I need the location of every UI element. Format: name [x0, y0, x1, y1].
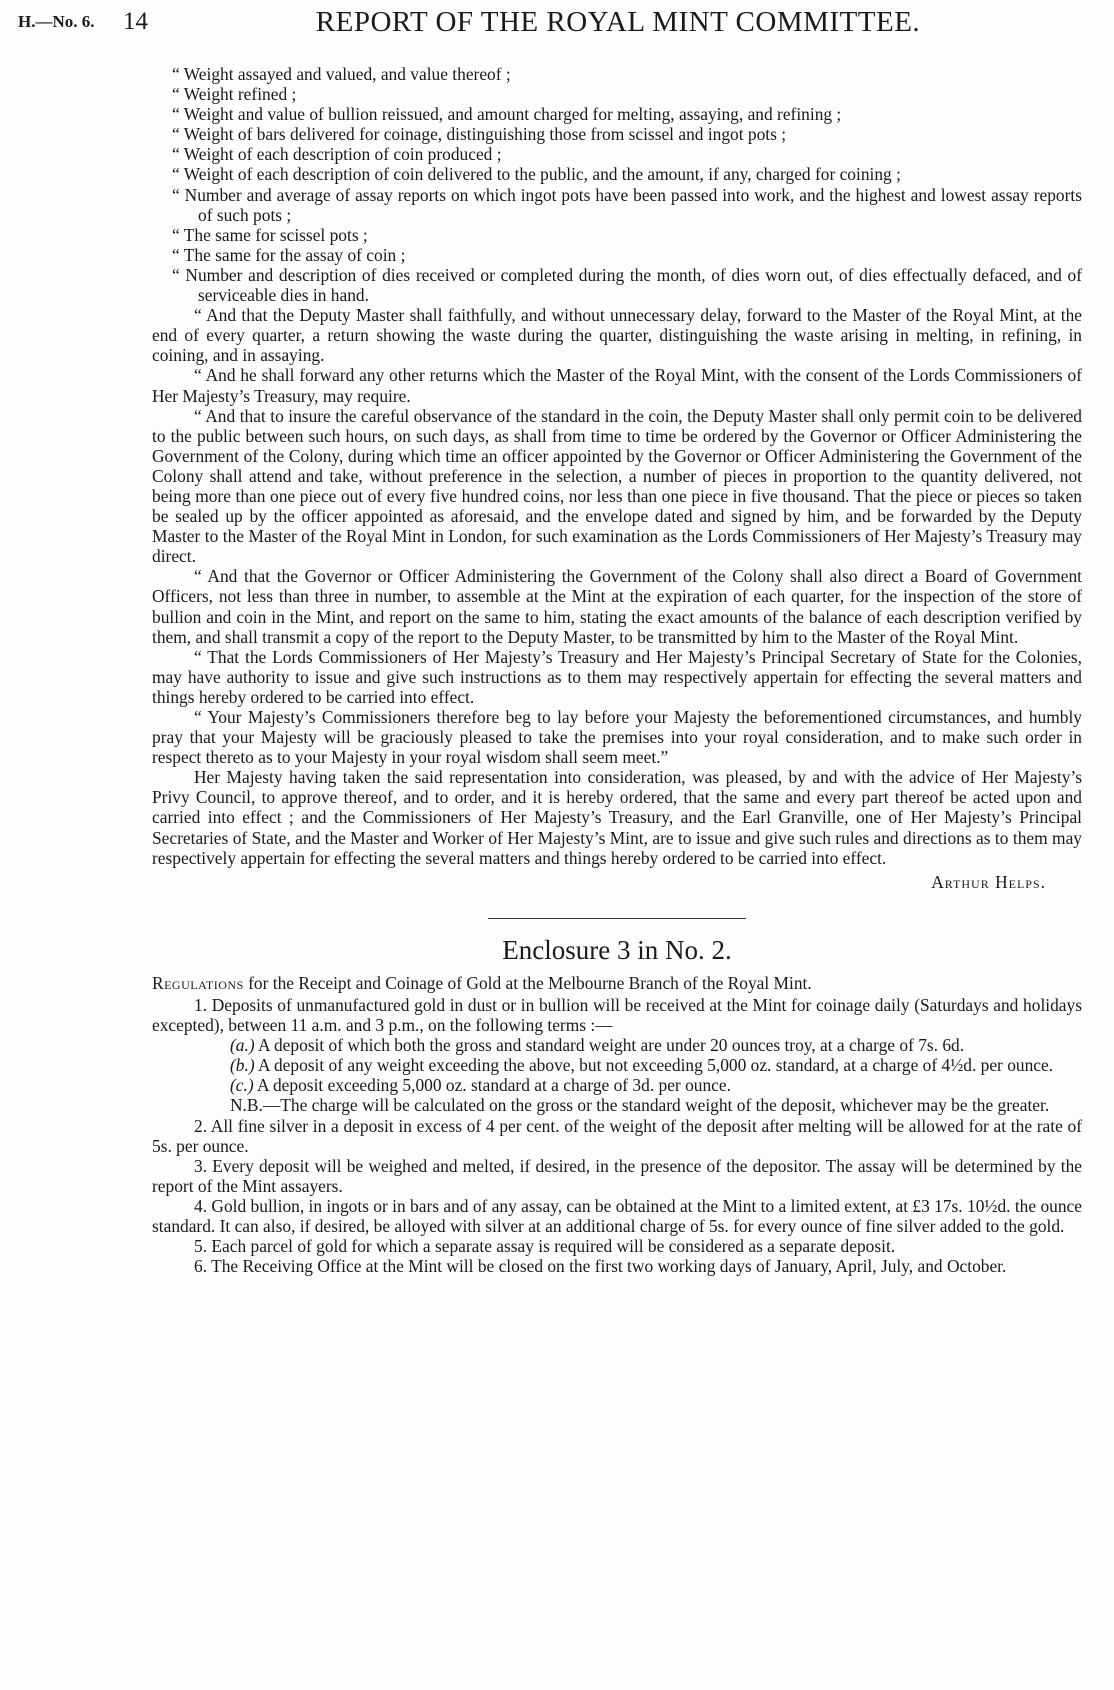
- return-line: “ Weight of each description of coin delivered to the public, and the amount, if any, charged for coining ;: [172, 164, 901, 185]
- paragraph: “ And that the Governor or Officer Administering the Government of the Colony shall also direct a Board of Government Officers, not less than three in number, to assemble at the Mint at the expiration of each quarter, for the inspection of the store of bullion and coin in the Mint, and report on the same to him, stating the exact amounts of the balance of each description verified by them, and shall transmit a copy of the report to the Deputy Master, to be transmitted by him to the Master of the Royal Mint.: [152, 566, 1082, 647]
- return-line: “ Number and description of dies received or completed during the month, of dies worn out, of dies effectually defaced, and of serviceable dies in hand.: [172, 264, 1082, 306]
- regulation-4: 4. Gold bullion, in ingots or in bars and of any assay, can be obtained at the Mint to a limited extent, at £3 17s. 10½d. the ounce standard. It can also, if desired, be alloyed with silver at an additional charge of 5s. for every ounce of fine silver added to the gold.: [152, 1195, 1082, 1236]
- page-number: 14: [123, 8, 148, 35]
- regulation-5: 5. Each parcel of gold for which a separate assay is required will be considered as a separate deposit.: [194, 1236, 896, 1257]
- sub-label: (b.): [230, 1055, 255, 1076]
- paper-reference: H.—No. 6.: [18, 12, 95, 31]
- return-line: “ Weight assayed and valued, and value thereof ;: [172, 64, 511, 84]
- regulations-lead: Regulations: [152, 972, 244, 993]
- paragraph: “ That the Lords Commissioners of Her Majesty’s Treasury and Her Majesty’s Principal Secretary of State for the Colonies, may have authority to issue and give such instructions as to them may respectively appertain for effecting the several matters and things hereby ordered to be carried into effect.: [152, 646, 1082, 707]
- return-line: “ Number and average of assay reports on which ingot pots have been passed into work, and the highest and lowest assay reports of such pots ;: [172, 184, 1082, 225]
- return-line: “ The same for scissel pots ;: [172, 224, 368, 245]
- return-line: “ Weight refined ;: [172, 84, 297, 105]
- paragraph: “ Your Majesty’s Commissioners therefore beg to lay before your Majesty the beforementioned circumstances, and humbly pray that your Majesty will be graciously pleased to take the premises into your royal consideration, and to make such order in respect thereto as to your Majesty in your royal wisdom shall seem meet.”: [152, 707, 1082, 768]
- sub-text: A deposit of any weight exceeding the above, but not exceeding 5,000 oz. standard, at a charge of 4½d. per ounce.: [254, 1055, 1054, 1076]
- regulation-6: 6. The Receiving Office at the Mint will be closed on the first two working days of January, April, July, and October.: [194, 1256, 1007, 1277]
- regulation-1b: [152, 1055, 1082, 1075]
- return-line: “ The same for the assay of coin ;: [172, 244, 406, 265]
- paragraph: “ And that to insure the careful observance of the standard in the coin, the Deputy Master shall only permit coin to be delivered to the public between such hours, on such days, as shall from time to time be ordered by the Governor or Officer Administering the Government of the Colony, during which time an officer appointed by the Governor or Officer Administering the Government of the Colony shall attend and take, without preference in the selection, a number of pieces in proportion to the quantity delivered, not being more than one piece out of every five hundred coins, nor less than one piece in five thousand. That the piece or pieces so taken be sealed up by the officer appointed as aforesaid, and the envelope dated and signed by him, and be forwarded by the Deputy Master to the Master of the Royal Mint in London, for such examination as the Lords Commissioners of Her Majesty’s Treasury may direct.: [152, 405, 1082, 567]
- nota-bene: N.B.—The charge will be calculated on the gross or the standard weight of the deposit, whichever may be the greater.: [230, 1095, 1050, 1116]
- sub-text: A deposit exceeding 5,000 oz. standard at a charge of 3d. per ounce.: [253, 1075, 731, 1096]
- regulations-title-rest: for the Receipt and Coinage of Gold at the Melbourne Branch of the Royal Mint.: [243, 972, 812, 993]
- paragraph: “ And he shall forward any other returns which the Master of the Royal Mint, with the consent of the Lords Commissioners of Her Majesty’s Treasury, may require.: [152, 365, 1082, 406]
- page-title: REPORT OF THE ROYAL MINT COMMITTEE.: [315, 6, 921, 38]
- regulation-1a: [152, 1035, 1082, 1055]
- regulation-2: 2. All fine silver in a deposit in excess of 4 per cent. of the weight of the deposit after melting will be allowed for at the rate of 5s. per ounce.: [152, 1115, 1082, 1156]
- regulation-1c: [152, 1075, 1082, 1095]
- return-line: “ Weight of bars delivered for coinage, distinguishing those from scissel and ingot pots ;: [172, 124, 787, 145]
- document-body: [152, 64, 1082, 1276]
- sub-label: (a.): [230, 1035, 255, 1056]
- sub-text: A deposit of which both the gross and standard weight are under 20 ounces troy, at a charge of 7s. 6d.: [254, 1035, 965, 1056]
- running-header: [0, 6, 1114, 42]
- signature: Arthur Helps.: [931, 871, 1046, 892]
- paragraph: “ And that the Deputy Master shall faithfully, and without unnecessary delay, forward to the Master of the Royal Mint, at the end of every quarter, a return showing the waste during the quarter, distinguishing the waste arising in melting, in refining, in coining, and in assaying.: [152, 305, 1082, 366]
- section-divider: [488, 918, 746, 919]
- enclosure-heading: Enclosure 3 in No. 2.: [502, 934, 732, 965]
- return-line: “ Weight and value of bullion reissued, and amount charged for melting, assaying, and refining ;: [172, 104, 842, 125]
- sub-label: (c.): [230, 1075, 254, 1096]
- regulation-1: 1. Deposits of unmanufactured gold in dust or in bullion will be received at the Mint for coinage daily (Saturdays and holidays excepted), between 11 a.m. and 3 p.m., on the following terms :—: [152, 994, 1082, 1036]
- return-line: “ Weight of each description of coin produced ;: [172, 144, 502, 165]
- regulations-title: [152, 973, 1082, 993]
- regulation-3: 3. Every deposit will be weighed and melted, if desired, in the presence of the depositor. The assay will be determined by the report of the Mint assayers.: [152, 1155, 1082, 1196]
- paragraph: Her Majesty having taken the said representation into consideration, was pleased, by and with the advice of Her Majesty’s Privy Council, to approve thereof, and to order, and it is hereby ordered, that the same and every part thereof be acted upon and carried into effect ; and the Commissioners of Her Majesty’s Treasury, and the Earl Granville, one of Her Majesty’s Principal Secretaries of State, and the Master and Worker of Her Majesty’s Mint, are to issue and give such rules and directions as to them may respectively appertain for effecting the several matters and things hereby ordered to be carried into effect.: [152, 767, 1082, 868]
